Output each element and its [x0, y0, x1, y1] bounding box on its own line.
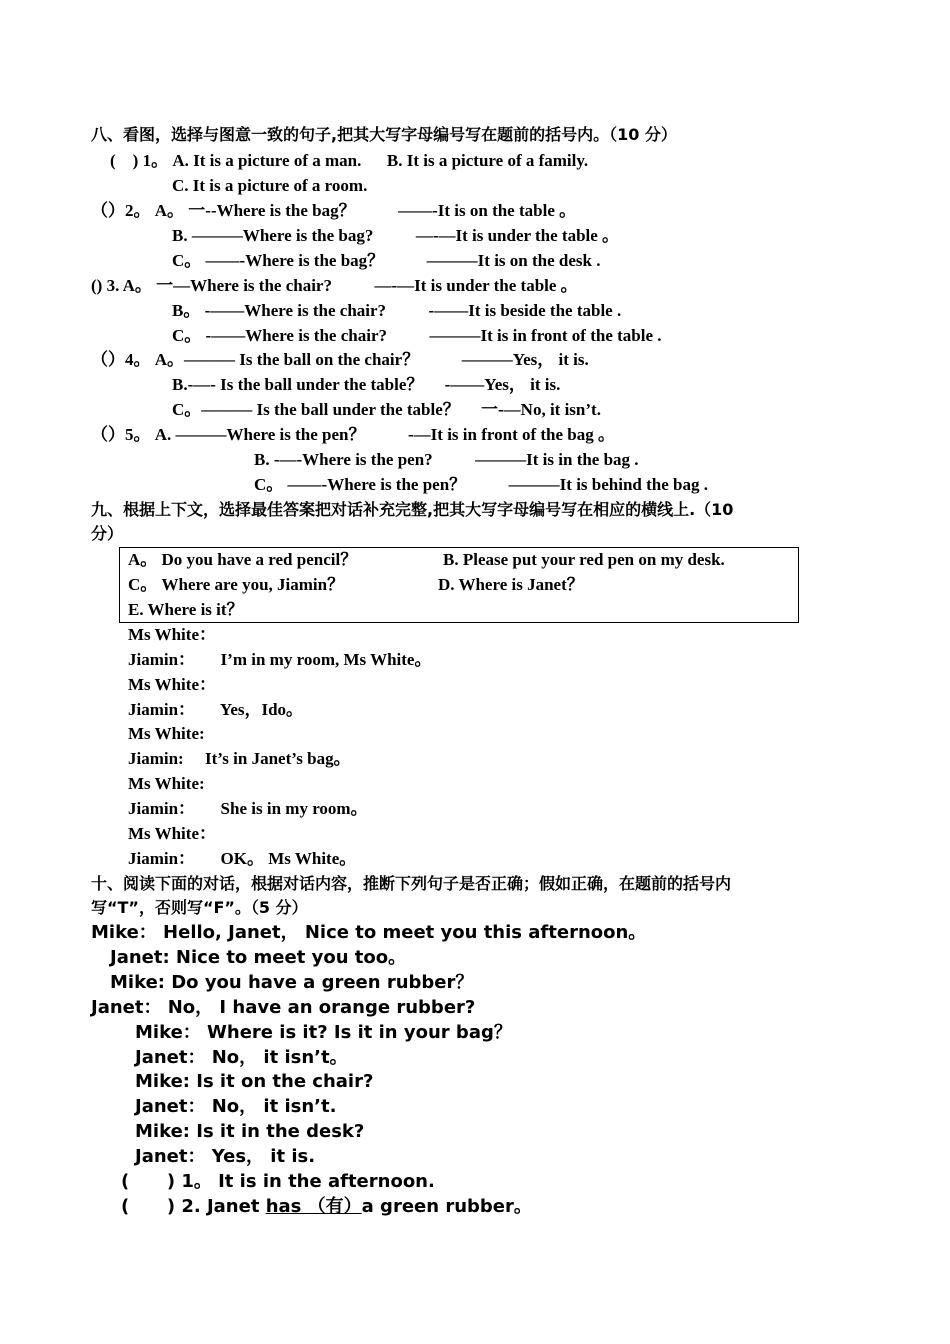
reading-line: Mike: Is it in the desk? [135, 1121, 365, 1142]
reading-line: Mike： Hello, Janet， Nice to meet you this afternoon。 [91, 922, 647, 943]
q5-option-b: B. -—-Where is the pen? ———It is in the bag . [254, 450, 639, 469]
section9-heading-line1: 九、根据上下文，选择最佳答案把对话补充完整,把其大写字母编号写在相应的横线上.（10 [91, 500, 734, 519]
reading-line: Janet： Yes， it is. [135, 1146, 316, 1167]
dialogue-line: Jiamin： She is in my room。 [128, 799, 368, 818]
section10-heading-line2: 写“T”，否则写“F”。（5 分） [91, 898, 308, 917]
section8-heading: 八、看图，选择与图意一致的句子,把其大写字母编号写在题前的括号内。（10 分） [91, 125, 677, 144]
q5-option-a: （）5。 A. ———Where is the pen？ -—It is in front of the bag 。 [91, 425, 616, 444]
q3-option-b: B。 -——Where is the chair? -——It is beside the table . [172, 301, 622, 320]
option-a: A。 Do you have a red pencil？ [128, 550, 358, 569]
q2-option-c: C。 ——-Where is the bag？ ———It is on the desk . [172, 251, 601, 270]
dialogue-line: Ms White: [128, 774, 205, 793]
option-e: E. Where is it？ [128, 600, 244, 619]
q4-option-b: B.-—- Is the ball under the table？ -——Yes， it is. [172, 375, 561, 394]
q5-option-c: C。 ——-Where is the pen？ ———It is behind the bag . [254, 475, 708, 494]
tf-question-2 [121, 1194, 532, 1219]
option-b: B. Please put your red pen on my desk. [443, 550, 725, 569]
section10-heading-line1: 十、阅读下面的对话，根据对话内容，推断下列句子是否正确；假如正确，在题前的括号内 [91, 874, 732, 893]
tf-question-1: ( ) 1。 It is in the afternoon. [121, 1171, 435, 1192]
q3-option-c: C。 -——Where is the chair? ———It is in front of the table . [172, 326, 662, 345]
tf-question-2-prefix: ( ) 2. Janet [121, 1196, 266, 1217]
q4-option-a: （）4。 A。——— Is the ball on the chair？ ———Yes， it is. [91, 350, 589, 369]
reading-line: Janet： No， I have an orange rubber? [91, 997, 476, 1018]
option-c: C。 Where are you, Jiamin？ [128, 575, 345, 594]
q4-option-c: C。——— Is the ball under the table？ 一-—No, it isn’t. [172, 400, 601, 419]
option-d: D. Where is Janet？ [438, 575, 584, 594]
section9-heading-line2: 分） [91, 524, 124, 543]
q1-line2: C. It is a picture of a room. [172, 176, 368, 195]
dialogue-line: Ms White： [128, 625, 216, 644]
dialogue-line: Jiamin： Yes，Ido。 [128, 700, 304, 719]
dialogue-line: Ms White： [128, 824, 216, 843]
q2-option-b: B. ———Where is the bag? —-—It is under the table 。 [172, 226, 620, 245]
reading-line: Mike: Is it on the chair? [135, 1071, 374, 1092]
tf-question-2-underlined: has （有） [265, 1196, 362, 1217]
q1-line1: ( ) 1。 A. It is a picture of a man. B. It is a picture of a family. [110, 151, 589, 170]
dialogue-line: Jiamin： OK。 Ms White。 [128, 849, 357, 868]
dialogue-line: Jiamin: It’s in Janet’s bag。 [128, 749, 351, 768]
reading-line: Mike: Do you have a green rubber？ [110, 972, 474, 993]
reading-line: Janet: Nice to meet you too。 [110, 947, 407, 968]
reading-line: Janet： No， it isn’t。 [135, 1047, 348, 1068]
reading-line: Mike： Where is it? Is it in your bag？ [135, 1022, 512, 1043]
dialogue-line: Jiamin： I’m in my room, Ms White。 [128, 650, 432, 669]
dialogue-line: Ms White: [128, 724, 205, 743]
q3-option-a: () 3. A。 一—Where is the chair? —-—It is under the table 。 [91, 276, 578, 295]
dialogue-line: Ms White： [128, 675, 216, 694]
q2-option-a: （）2。 A。 一--Where is the bag？ ——-It is on the table 。 [91, 201, 577, 220]
tf-question-2-suffix: a green rubber。 [361, 1196, 532, 1217]
reading-line: Janet： No， it isn’t. [135, 1096, 337, 1117]
